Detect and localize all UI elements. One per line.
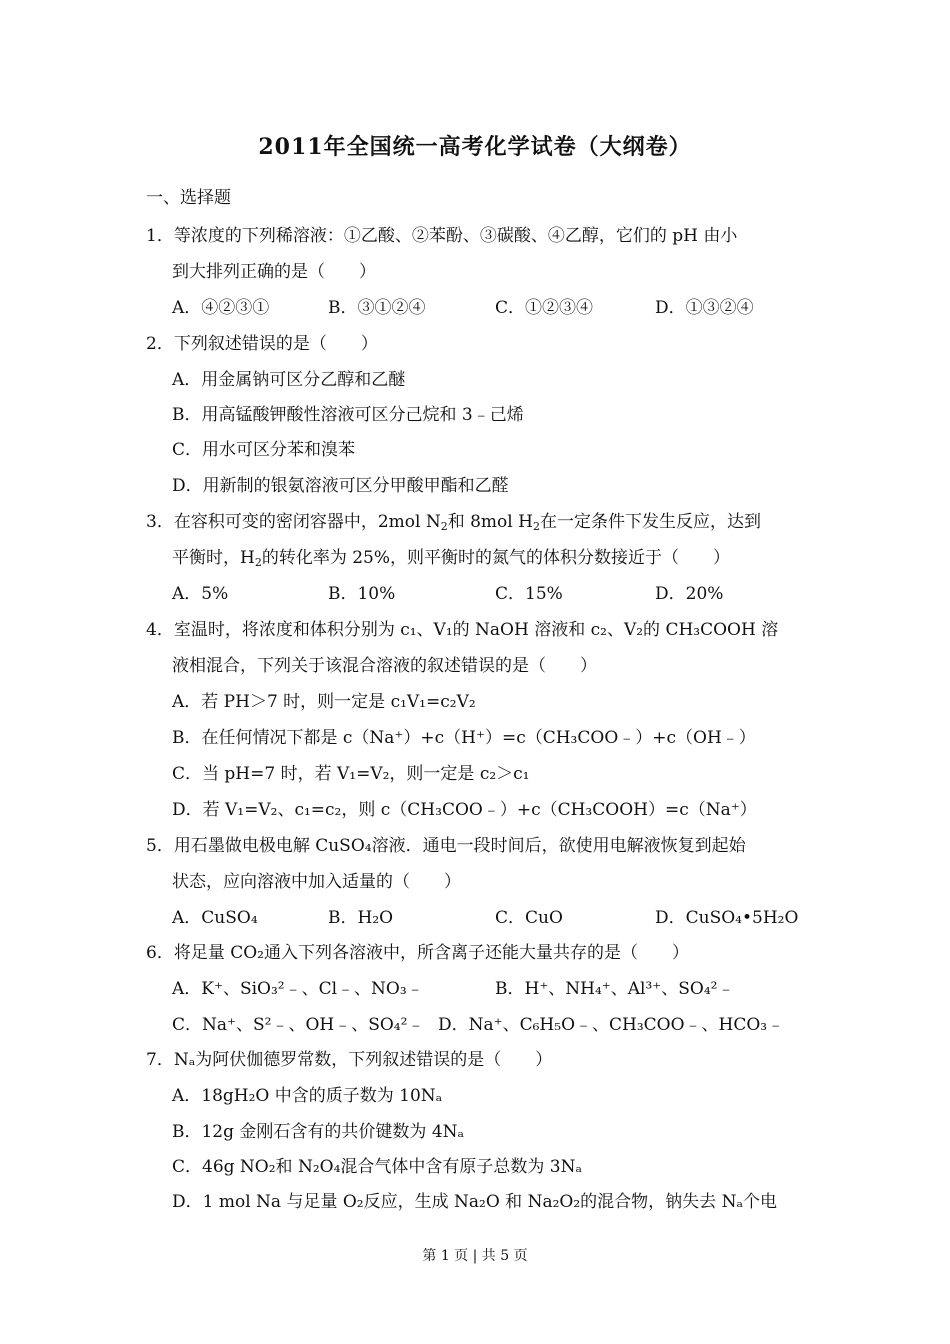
question-4-option-c: C．当 pH=7 时，若 V₁=V₂，则一定是 c₂＞c₁: [172, 764, 530, 784]
question-4-option-b: B．在任何情况下都是 c（Na⁺）+c（H⁺）=c（CH₃COO﹣）+c（OH﹣）: [172, 728, 756, 748]
question-5-line-2: 状态，应向溶液中加入适量的（ ）: [172, 872, 461, 892]
question-6-line-1: 6．将足量 CO₂通入下列各溶液中，所含离子还能大量共存的是（ ）: [146, 943, 689, 963]
question-3-option-c: C．15%: [495, 584, 563, 604]
question-3-line-1: 3．在容积可变的密闭容器中，2mol $N_2$和 8mol $H_2$在一定条件下发生反应，达到: [146, 512, 761, 533]
page-footer: 第 1 页 | 共 5 页: [422, 1248, 528, 1264]
page-title: 2011年全国统一高考化学试卷（大纲卷）: [258, 134, 692, 160]
question-7-option-d: D．1 mol Na 与足量 O₂反应，生成 Na₂O 和 Na₂O₂的混合物，钠失去 Nₐ个电: [172, 1192, 778, 1212]
question-3-line-2: 平衡时，$H_2$的转化率为 25%，则平衡时的氮气的体积分数接近于（ ）: [172, 548, 731, 569]
question-5-option-b: B．H₂O: [328, 908, 394, 928]
question-3-option-d: D．20%: [655, 584, 724, 604]
question-1-option-c: C．①②③④: [495, 298, 594, 318]
question-5-line-1: 5．用石墨做电极电解 CuSO₄溶液．通电一段时间后，欲使用电解液恢复到起始: [146, 836, 746, 856]
question-6-option-c: C．Na⁺、S²﹣、OH﹣、SO₄²﹣: [172, 1015, 425, 1035]
question-2-option-a: A．用金属钠可区分乙醇和乙醚: [172, 370, 406, 390]
question-6-option-b: B．H⁺、NH₄⁺、Al³⁺、SO₄²﹣: [495, 979, 735, 999]
question-5-option-a: A．CuSO₄: [172, 908, 258, 928]
question-4-line-2: 液相混合，下列关于该混合溶液的叙述错误的是（ ）: [172, 656, 597, 676]
question-5-option-d: D．CuSO₄•5H₂O: [655, 908, 799, 928]
question-5-option-c: C．CuO: [495, 908, 563, 928]
question-7-option-a: A．18gH₂O 中含的质子数为 10Nₐ: [172, 1086, 443, 1106]
question-2-option-d: D．用新制的银氨溶液可区分甲酸甲酯和乙醛: [172, 476, 509, 496]
question-7-option-b: B．12g 金刚石含有的共价键数为 4Nₐ: [172, 1122, 465, 1142]
question-4-option-a: A．若 PH＞7 时，则一定是 c₁V₁=c₂V₂: [172, 692, 476, 712]
question-6-option-a: A．K⁺、SiO₃²﹣、Cl﹣、NO₃﹣: [172, 979, 424, 999]
question-6-option-d: D．Na⁺、C₆H₅O﹣、CH₃COO﹣、HCO₃﹣: [438, 1015, 785, 1035]
question-1-option-d: D．①③②④: [655, 298, 754, 318]
section-heading: 一、选择题: [146, 188, 231, 208]
question-7-option-c: C．46g NO₂和 N₂O₄混合气体中含有原子总数为 3Nₐ: [172, 1157, 583, 1177]
question-3-option-a: A．5%: [172, 584, 229, 604]
question-4-line-1: 4．室温时，将浓度和体积分别为 c₁、V₁的 NaOH 溶液和 c₂、V₂的 CH₃COOH 溶: [146, 620, 779, 640]
question-1-option-b: B．③①②④: [328, 298, 426, 318]
question-2-line-1: 2．下列叙述错误的是（ ）: [146, 334, 378, 354]
question-1-option-a: A．④②③①: [172, 298, 270, 318]
question-1-line-1: 1．等浓度的下列稀溶液：①乙酸、②苯酚、③碳酸、④乙醇，它们的 pH 由小: [146, 226, 738, 246]
question-2-option-c: C．用水可区分苯和溴苯: [172, 440, 356, 460]
question-3-option-b: B．10%: [328, 584, 396, 604]
question-1-line-2: 到大排列正确的是（ ）: [172, 262, 376, 282]
question-7-line-1: 7．Nₐ为阿伏伽德罗常数，下列叙述错误的是（ ）: [146, 1050, 553, 1070]
question-2-option-b: B．用高锰酸钾酸性溶液可区分己烷和 3﹣己烯: [172, 405, 524, 425]
question-4-option-d: D．若 V₁=V₂、c₁=c₂，则 c（CH₃COO﹣）+c（CH₃COOH）=c（Na⁺）: [172, 800, 757, 820]
